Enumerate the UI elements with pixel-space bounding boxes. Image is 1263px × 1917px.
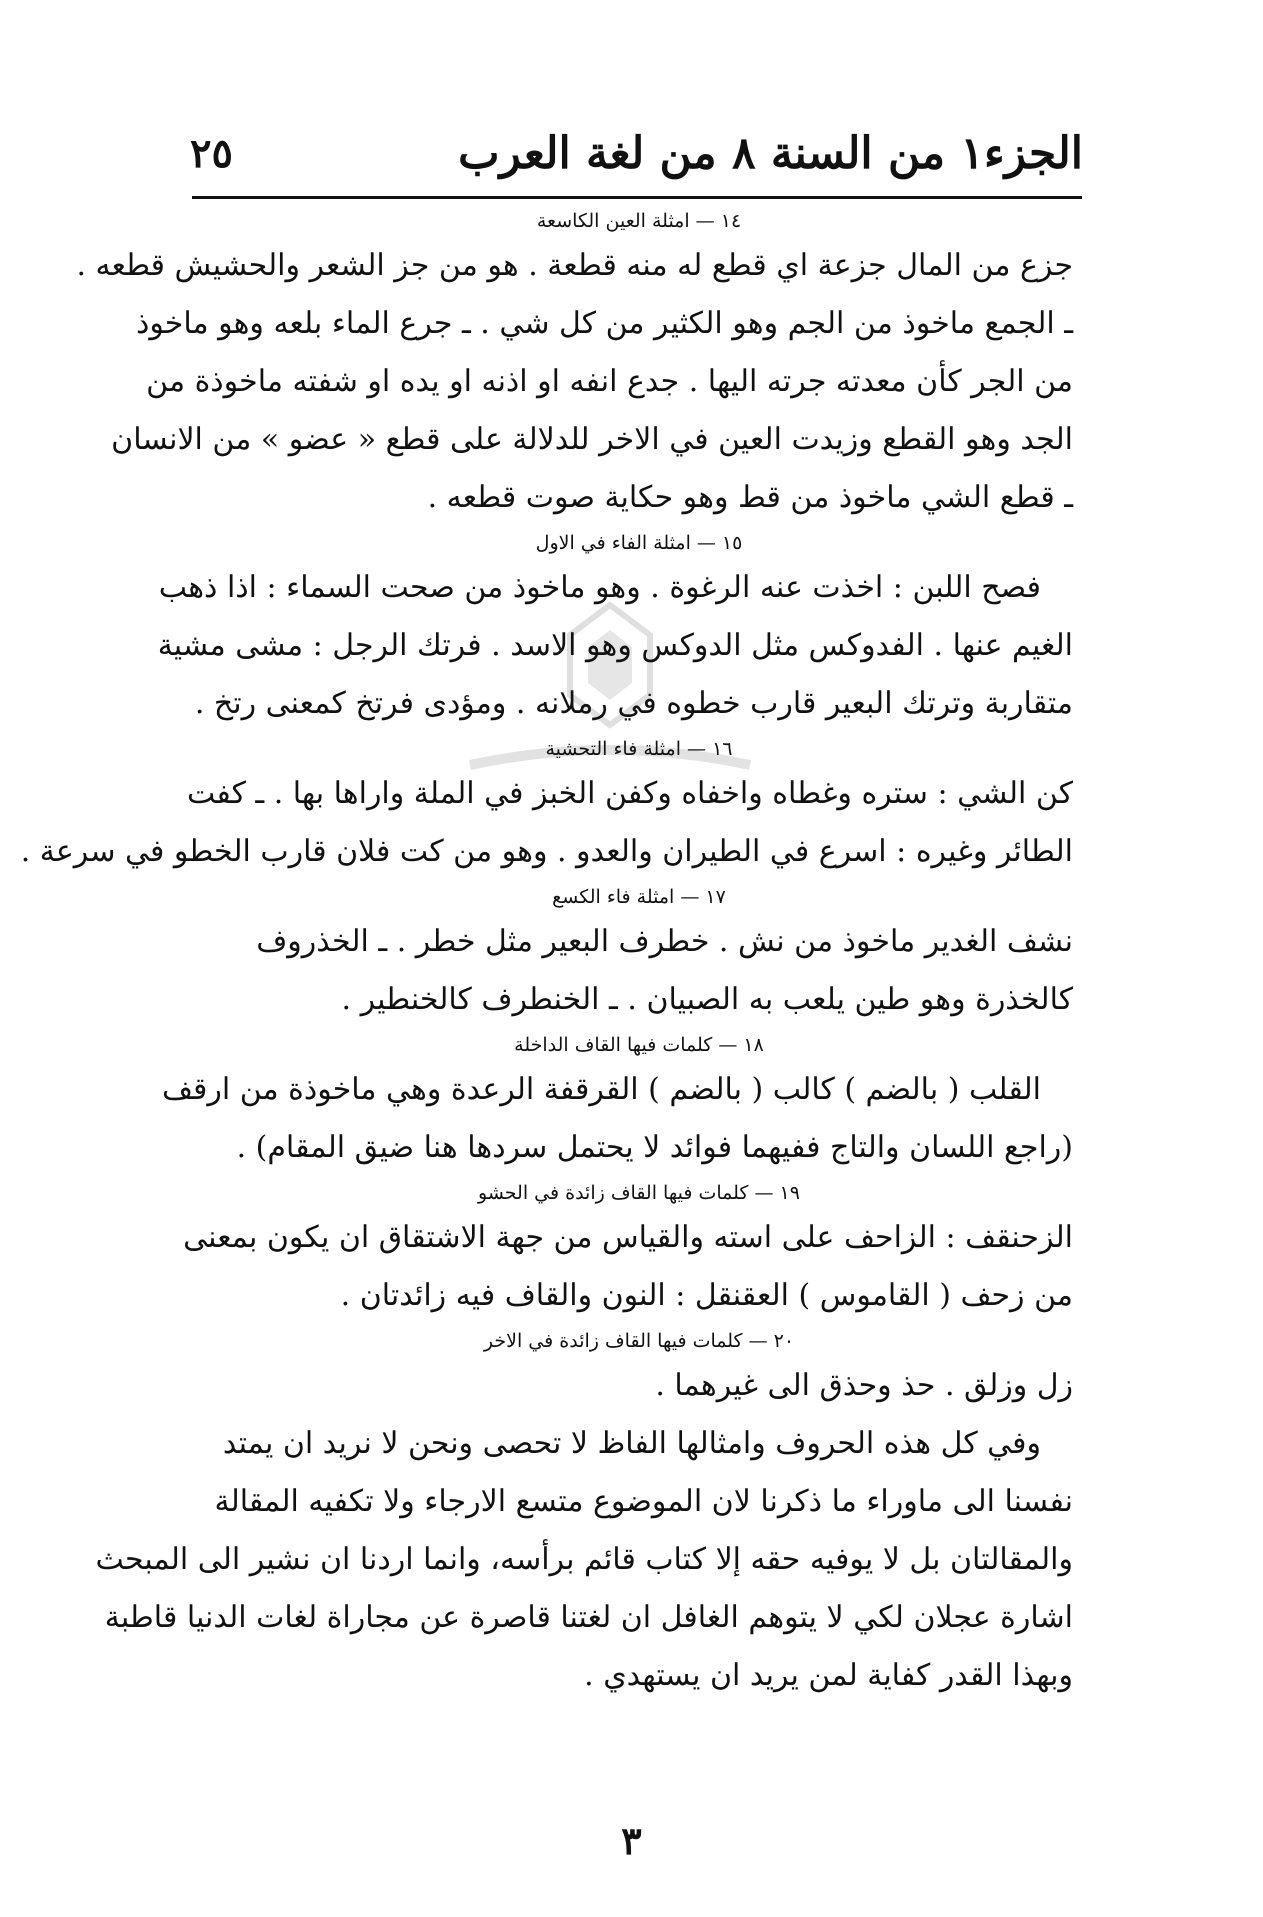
section-heading: ١٩ — كلمات فيها القاف زائدة في الحشو — [478, 1182, 800, 1204]
section-heading: ١٦ — امثلة فاء التحشية — [545, 738, 733, 760]
article-body — [20, 205, 1073, 1705]
running-title: الجزء١ من السنة ٨ من لغة العرب — [458, 127, 1083, 179]
text-line: نشف الغدير ماخوذ من نش . خطرف البعير مثل خطر . ـ الخذروف — [256, 924, 1073, 959]
text-line: الزحنقف : الزاحف على استه والقياس من جهة الاشتقاق ان يكون بمعنى — [183, 1220, 1073, 1255]
text-line: وبهذا القدر كفاية لمن يريد ان يستهدي . — [584, 1658, 1073, 1693]
text-line: من الجر كأن معدته جرته اليها . جدع انفه او اذنه او يده او شفته ماخوذة من — [146, 364, 1073, 399]
text-line: نفسنا الى ماوراء ما ذكرنا لان الموضوع متسع الارجاء ولا تكفيه المقالة — [214, 1484, 1073, 1519]
text-line: (راجع اللسان والتاج ففيهما فوائد لا يحتمل سردها هنا ضيق المقام) . — [236, 1130, 1073, 1165]
text-line: وفي كل هذه الحروف وامثالها الفاظ لا تحصى ونحن لا نريد ان يمتد — [222, 1426, 1041, 1461]
text-line: جزع من المال جزعة اي قطع له منه قطعة . هو من جز الشعر والحشيش قطعه . — [76, 248, 1073, 283]
page-number: ٢٥ — [190, 129, 233, 177]
running-header — [190, 118, 1083, 188]
text-line: اشارة عجلان لكي لا يتوهم الغافل ان لغتنا قاصرة عن مجاراة لغات الدنيا قاطبة — [104, 1600, 1073, 1635]
text-line: كن الشي : ستره وغطاه واخفاه وكفن الخبز في الملة واراها بها . ـ كفت — [186, 776, 1073, 811]
text-line: ـ الجمع ماخوذ من الجم وهو الكثير من كل شي . ـ جرع الماء بلعه وهو ماخوذ — [135, 306, 1073, 341]
text-line: متقاربة وترتك البعير قارب خطوه في رملانه . ومؤدى فرتخ كمعنى رتخ . — [194, 686, 1073, 721]
text-line: والمقالتان بل لا يوفيه حقه إلا كتاب قائم برأسه، وانما اردنا ان نشير الى المبحث — [95, 1542, 1073, 1577]
text-line: ـ قطع الشي ماخوذ من قط وهو حكاية صوت قطعه . — [427, 480, 1073, 515]
text-line: القلب ( بالضم ) كالب ( بالضم ) القرقفة الرعدة وهي ماخوذة من ارقف — [161, 1072, 1041, 1107]
header-rule — [192, 196, 1082, 199]
text-line: زل وزلق . حذ وحذق الى غيرهما . — [655, 1368, 1073, 1403]
section-heading: ١٥ — امثلة الفاء في الاول — [535, 532, 743, 554]
text-line: الجد وهو القطع وزيدت العين في الاخر للدلالة على قطع « عضو » من الانسان — [111, 422, 1073, 457]
section-heading: ١٤ — امثلة العين الكاسعة — [536, 210, 742, 232]
text-line: فصح اللبن : اخذت عنه الرغوة . وهو ماخوذ من صحت السماء : اذا ذهب — [158, 570, 1041, 605]
text-line: الغيم عنها . الفدوكس مثل الدوكس وهو الاسد . فرتك الرجل : مشى مشية — [157, 628, 1073, 663]
text-line: الطائر وغيره : اسرع في الطيران والعدو . وهو من كت فلان قارب الخطو في سرعة . — [20, 834, 1073, 869]
section-heading: ١٧ — امثلة فاء الكسع — [552, 886, 726, 908]
text-line: من زحف ( القاموس ) العقنقل : النون والقاف فيه زائدتان . — [340, 1278, 1073, 1313]
signature-number: ٣ — [621, 1818, 642, 1863]
section-heading: ١٨ — كلمات فيها القاف الداخلة — [514, 1034, 764, 1056]
text-line: كالخذرة وهو طين يلعب به الصبيان . ـ الخنطرف كالخنطير . — [341, 982, 1073, 1017]
section-heading: ٢٠ — كلمات فيها القاف زائدة في الاخر — [483, 1330, 795, 1352]
